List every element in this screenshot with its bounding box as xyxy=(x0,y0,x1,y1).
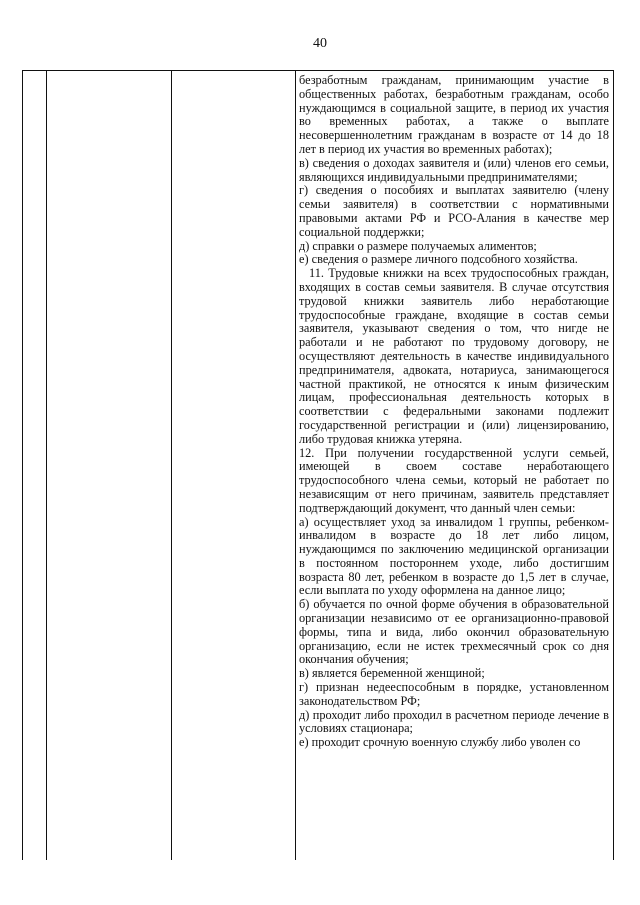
paragraph: г) сведения о пособиях и выплатах заявителю (члену семьи заявителя) в соответствии с нормативными правовыми актами РФ и РСО-Алания в качестве мер социальной поддержки; xyxy=(299,183,609,239)
paragraph: в) сведения о доходах заявителя и (или) членов его семьи, являющихся индивидуальными предпринимателями; xyxy=(299,155,609,184)
paragraph: в) является беременной женщиной; xyxy=(299,666,485,681)
table-column-divider xyxy=(171,71,172,860)
table-column-divider xyxy=(46,71,47,860)
paragraph: б) обучается по очной форме обучения в образовательной организации независимо от ее организационно-правовой формы, типа и вида, либо окончил образовательную организацию, если не истек трехмесячный срок со дня окончания обучения; xyxy=(299,597,609,667)
paragraph: 12. При получении государственной услуги семьей, имеющей в своем составе неработающего трудоспособного члена семьи, который не работает по независящим от него причинам, заявитель представляет подтверждающий документ, что данный член семьи: xyxy=(299,445,609,515)
table-column-divider xyxy=(295,71,296,860)
paragraph: г) признан недееспособным в порядке, установленном законодательством РФ; xyxy=(299,680,609,708)
paragraph: безработным гражданам, принимающим участие в общественных работах, безработным гражданам, особо нуждающимся в социальной защите, в период их участия во временных работах, а также о выплате несовершеннолетним гражданам в возрасте от 14 до 18 лет в период их участия во временных работах); xyxy=(299,73,609,156)
document-table xyxy=(22,70,614,860)
paragraph: а) осуществляет уход за инвалидом 1 группы, ребенком-инвалидом в возрасте до 18 лет либо лицом, нуждающимся по заключению медицинской организации в постоянном постороннем уходе, либо достигшим возраста 80 лет, ребенком в возрасте до 1,5 лет в случае, если выплата по уходу оформлена на данное лицо; xyxy=(299,514,609,598)
paragraph: е) сведения о размере личного подсобного хозяйства. xyxy=(299,252,578,267)
paragraph: е) проходит срочную военную службу либо уволен со xyxy=(299,735,581,750)
page-number: 40 xyxy=(313,36,327,51)
paragraph: д) справки о размере получаемых алиментов; xyxy=(299,238,537,253)
paragraph: 11. Трудовые книжки на всех трудоспособных граждан, входящих в состав семьи заявителя. В случае отсутствия трудовой книжки заявитель либо неработающие трудоспособные граждане, входящие в состав семьи заявителя, указывают сведения о том, что нигде не работали и не работают по трудовому договору, не осуществляют деятельность в качестве индивидуального предпринимателя, адвоката, нотариуса, занимающегося частной практикой, не относятся к иным физическим лицам, профессиональная деятельность которых в соответствии с федеральными законами подлежит государственной регистрации и (или) лицензированию, либо трудовая книжка утеряна. xyxy=(299,266,609,446)
paragraph: д) проходит либо проходил в расчетном периоде лечение в условиях стационара; xyxy=(299,707,609,736)
table-text-cell xyxy=(299,74,609,750)
